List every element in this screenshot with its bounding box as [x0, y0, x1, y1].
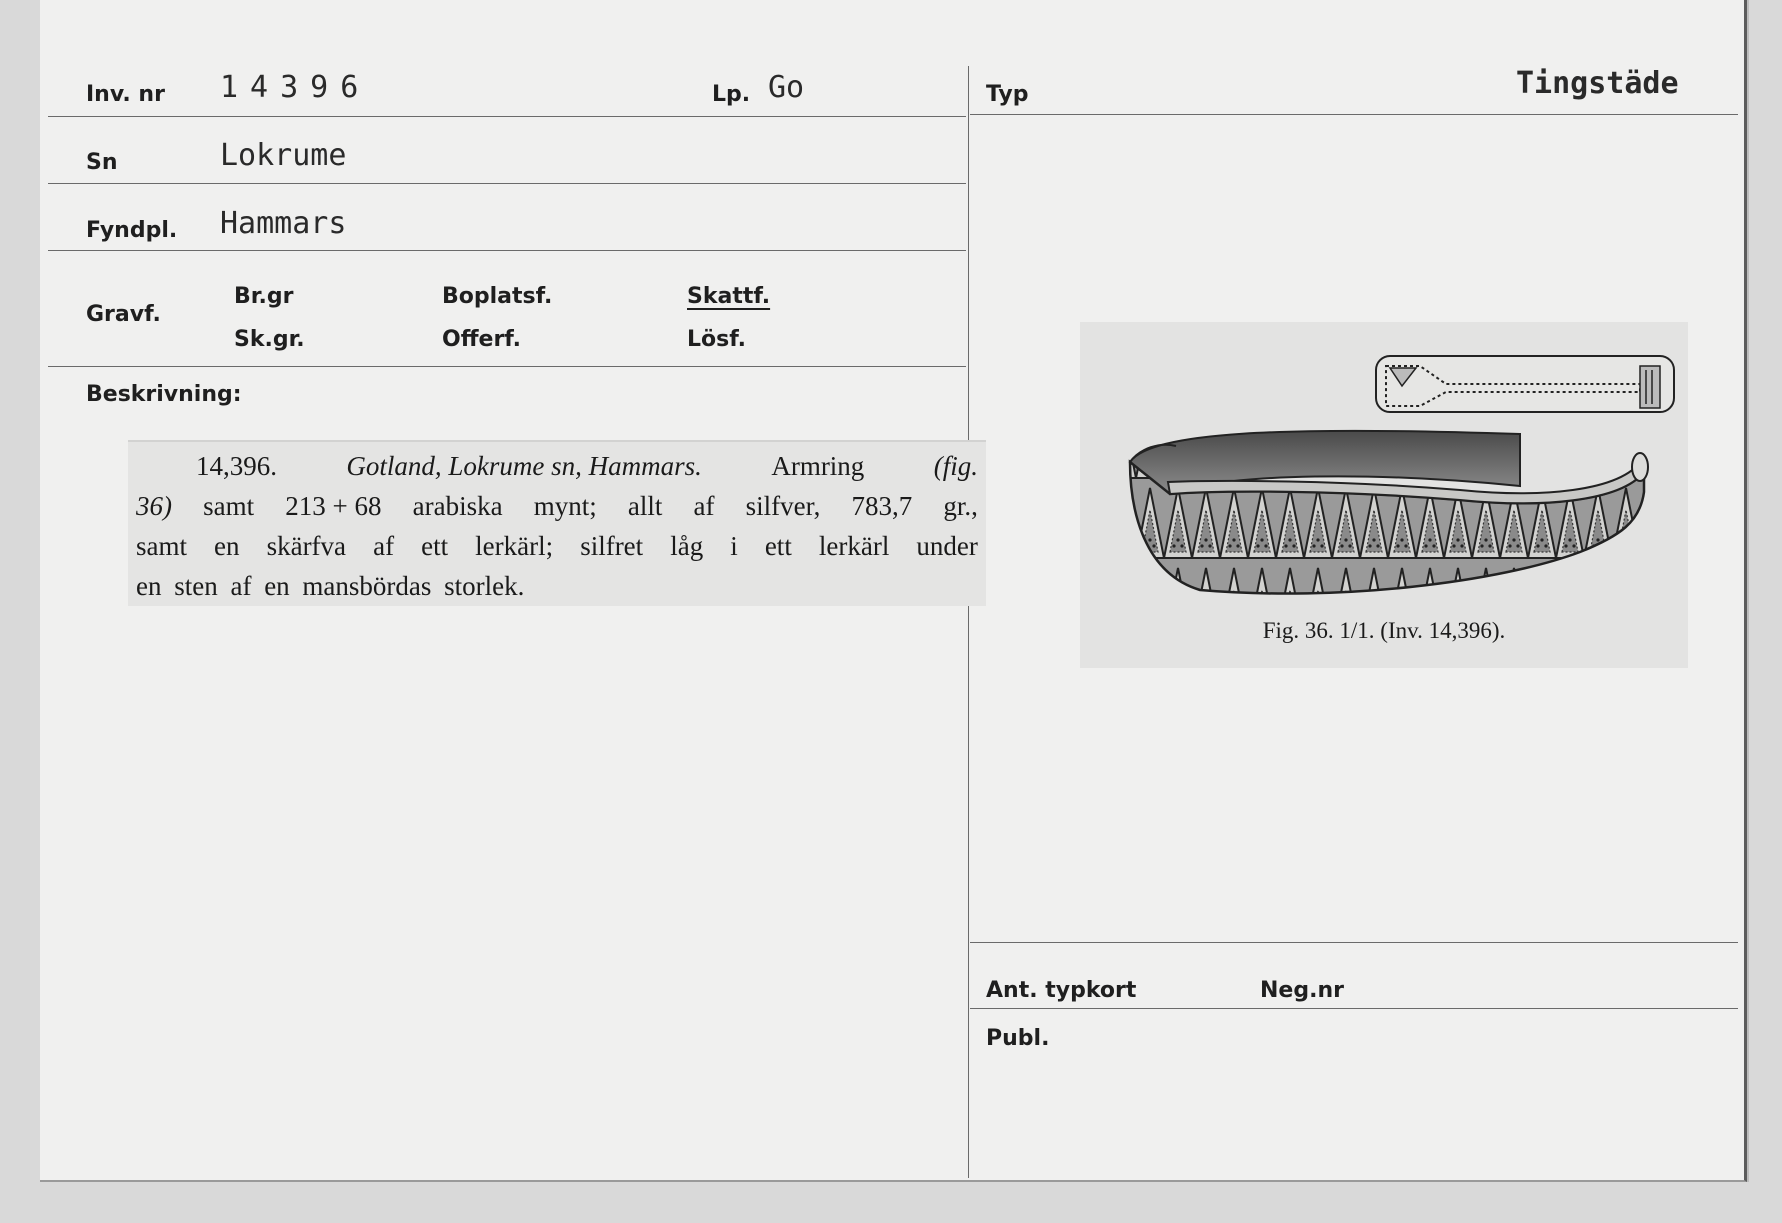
ant-typkort-label: Ant. typkort [986, 978, 1137, 1003]
description-line-2 [136, 486, 978, 526]
entry-object: Armring [771, 451, 865, 481]
description-line-4: en sten af en mansbördas storlek. [136, 571, 525, 601]
line2-word-5: allt [627, 491, 663, 521]
terminal-detail-icon [1376, 356, 1674, 412]
figure-clipping [1080, 322, 1688, 668]
line2-word-3: arabiska [412, 491, 503, 521]
sn-label: Sn [86, 150, 118, 175]
line3-word: lerkärl; [475, 531, 554, 561]
entry-number: 14,396. [196, 451, 277, 481]
line3-word: i [730, 531, 738, 561]
column-divider [968, 66, 969, 1178]
line3-word: låg [670, 531, 704, 561]
line3-word: en [214, 531, 240, 561]
sn-value: Lokrume [220, 138, 347, 173]
fyndpl-label: Fyndpl. [86, 218, 178, 243]
rule-sn [48, 183, 966, 184]
line3-word: ett [421, 531, 449, 561]
typ-value: Tingstäde [1516, 66, 1679, 101]
offerf-label: Offerf. [442, 327, 522, 352]
line3-word: skärfva [266, 531, 347, 561]
line2-word-6: af [693, 491, 715, 521]
line3-word: lerkärl [818, 531, 890, 561]
lp-label: Lp. [712, 82, 751, 107]
brgr-label: Br.gr [234, 284, 294, 309]
line3-word: under [916, 531, 978, 561]
skgr-label: Sk.gr. [234, 327, 305, 352]
gravf-label: Gravf. [86, 302, 161, 327]
fyndpl-value: Hammars [220, 206, 347, 241]
line2-word-1: samt [203, 491, 255, 521]
typ-label: Typ [986, 82, 1029, 107]
description-line-1 [136, 446, 978, 486]
bracelet-body [1130, 431, 1648, 594]
line2-word-2: 213 + 68 [285, 491, 382, 521]
rule-fyndpl [48, 250, 966, 251]
inv-label: Inv. nr [86, 82, 165, 107]
inv-value: 14396 [220, 70, 371, 105]
line3-word: samt [136, 531, 187, 561]
skattf-label: Skattf. [687, 284, 771, 309]
beskrivning-label: Beskrivning: [86, 382, 242, 407]
description-clipping [128, 440, 986, 606]
rule-typ [970, 114, 1738, 115]
line2-word-8: 783,7 [851, 491, 913, 521]
figure-caption: Fig. 36. 1/1. (Inv. 14,396). [1262, 618, 1506, 643]
line2-word-4: mynt; [533, 491, 597, 521]
description-line-3 [136, 526, 978, 566]
entry-place: Gotland, Lokrume sn, Hammars. [346, 451, 702, 481]
publ-label: Publ. [986, 1026, 1050, 1051]
catalog-card [40, 0, 1747, 1182]
rule-ant-top [970, 942, 1738, 943]
entry-fig-ref-end: 36) [136, 491, 172, 521]
line2-word-7: silfver, [745, 491, 821, 521]
boplatsf-label: Boplatsf. [442, 284, 553, 309]
line3-word: ett [764, 531, 792, 561]
armring-illustration [1080, 322, 1688, 612]
line3-word: silfret [580, 531, 644, 561]
entry-fig-ref-start: (fig. [933, 451, 978, 481]
rule-inv [48, 116, 966, 117]
rule-publ [970, 1008, 1738, 1009]
losf-label: Lösf. [687, 327, 746, 352]
lp-value: Go [768, 70, 805, 105]
rule-gravf [48, 366, 966, 367]
negnr-label: Neg.nr [1260, 978, 1344, 1003]
line3-word: af [373, 531, 395, 561]
line2-word-9: gr., [943, 491, 978, 521]
